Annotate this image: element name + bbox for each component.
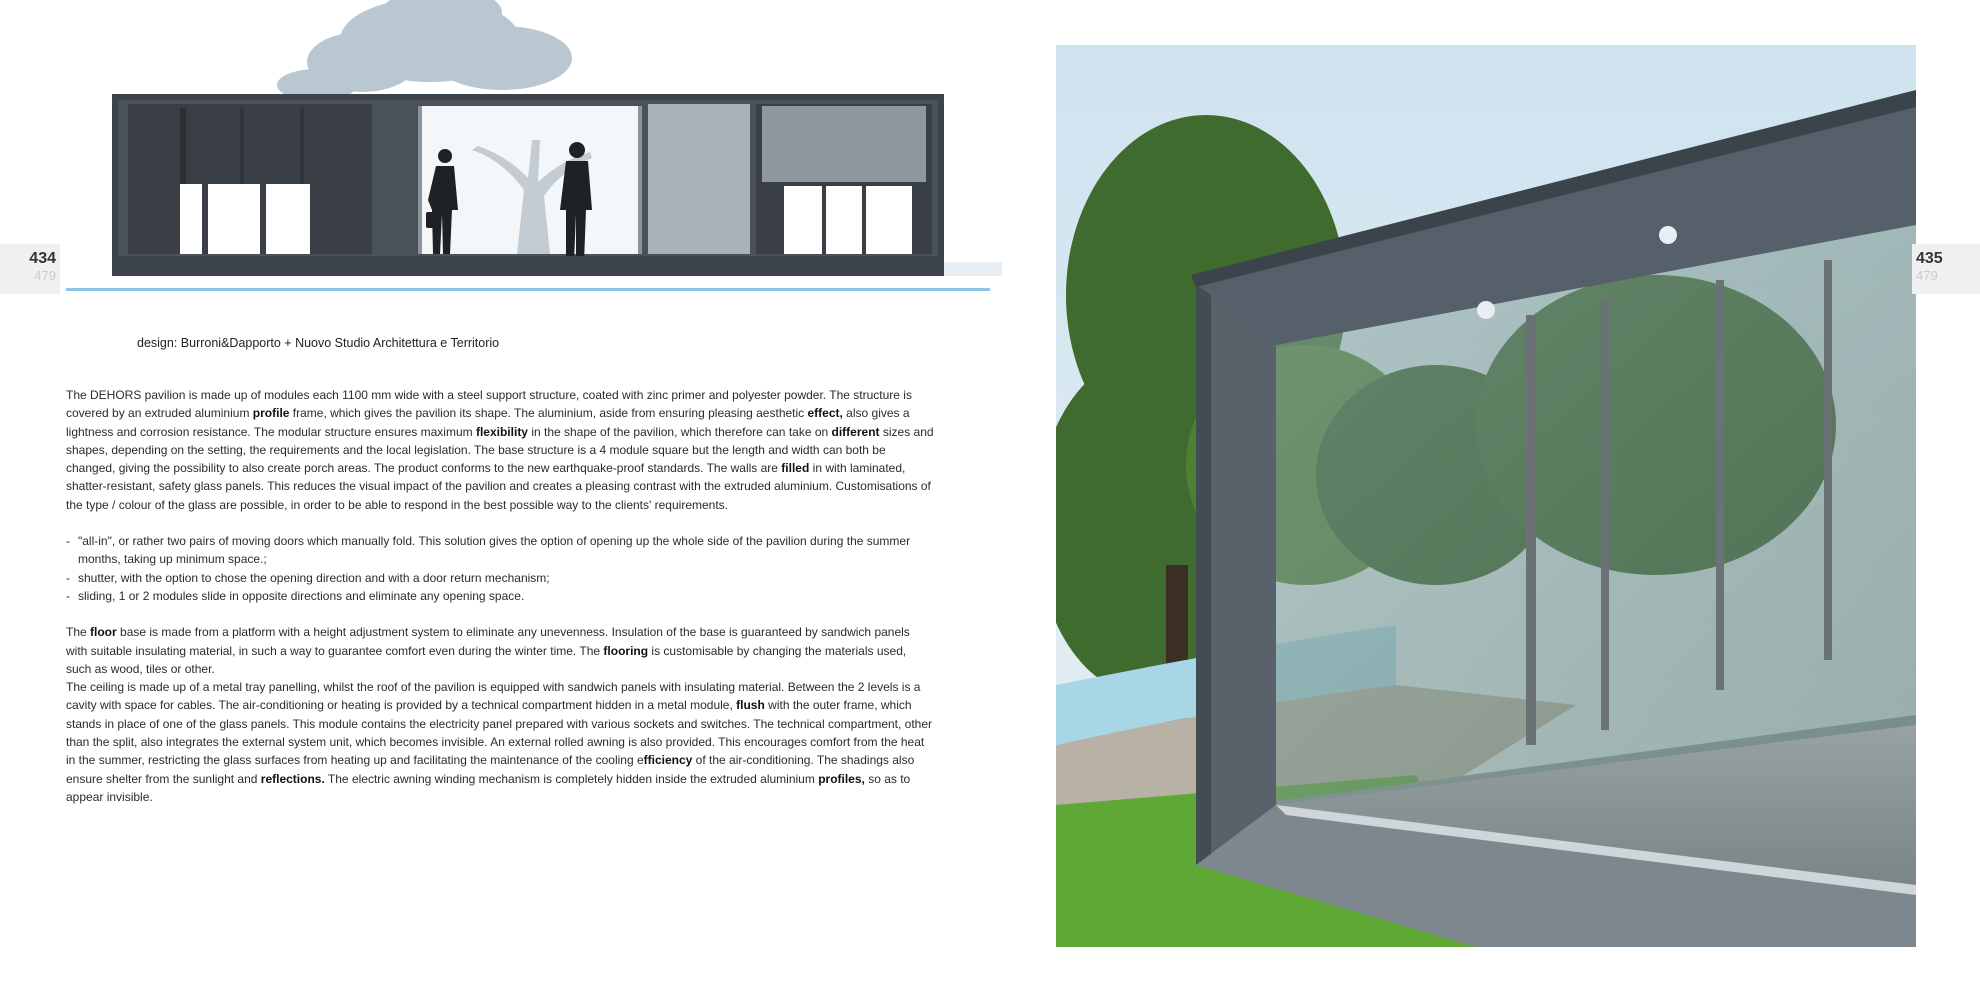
- bold-keyword: profile: [252, 406, 290, 421]
- design-credit: design: Burroni&Dapporto + Nuovo Studio Architettura e Territorio: [137, 336, 500, 350]
- bold-keyword: profiles,: [818, 771, 865, 786]
- bold-keyword: fficiency: [643, 753, 693, 768]
- text-run: in with laminated, shatter-resistant, safety glass panels. This reduces the visual impact of the pavilion and creates a pleasing contrast with the extruded aluminium. Customisations of the type / colour of the glass are possible, in order to be able to respond in the best possible way to the clients' requirements.: [66, 461, 931, 512]
- bold-keyword: effect,: [807, 406, 843, 421]
- text-run: of the air-conditioning. The shadings also ensure shelter from the sunlight and: [66, 753, 915, 786]
- pavilion-elevation-drawing: [62, 0, 1002, 300]
- text-run: The electric awning winding mechanism is completely hidden inside the extruded aluminium: [324, 771, 819, 786]
- text-run: sizes and shapes, depending on the setting, the requirements and the local legislation. The base structure is a 4 module square but the length and width can both be changed, giving the possibility to also create porch areas. The product conforms to the new earthquake-proof standards. The walls are: [66, 424, 934, 476]
- right-page: [1000, 0, 1980, 990]
- bold-keyword: different: [831, 424, 880, 439]
- list-item: - sliding, 1 or 2 modules slide in opposite directions and eliminate any opening space.: [66, 587, 934, 605]
- page-total: 479: [1916, 268, 1938, 283]
- bold-keyword: floor: [90, 625, 117, 640]
- article-body: [66, 386, 934, 824]
- bold-keyword: flush: [736, 698, 765, 713]
- text-run: in the shape of the pavilion, which therefore can take on: [527, 424, 832, 439]
- text-run: is customisable by changing the materials used, such as wood, tiles or other.: [66, 643, 907, 676]
- text-run: The ceiling is made up of a metal tray panelling, whilst the roof of the pavilion is equipped with sandwich panels with insulating material. Between the 2 levels is a cavity with space for cables. The air-conditioning or heating is provided by a technical compartment hidden in a metal module,: [66, 680, 921, 713]
- bold-keyword: flexibility: [475, 424, 528, 439]
- page-number: 434: [29, 250, 56, 267]
- page-number-right: [1912, 244, 1980, 294]
- paragraph-structure: [66, 386, 934, 514]
- bold-keyword: filled: [781, 461, 810, 476]
- text-run: The DEHORS pavilion is made up of modules each 1100 mm wide with a steel support structure, coated with zinc primer and polyester powder. The structure is covered by an extruded aluminium: [66, 388, 912, 421]
- text-run: so as to appear invisible.: [66, 771, 911, 804]
- text-run: also gives a lightness and corrosion resistance. The modular structure ensures maximum: [66, 406, 910, 439]
- bold-keyword: flooring: [603, 643, 649, 658]
- text-run: base is made from a platform with a height adjustment system to eliminate any unevenness. Insulation of the base is guaranteed by sandwich panels with suitable insulating material, in such a way to guarantee comfort even during the winter time. The: [66, 625, 910, 658]
- pavilion-photo: [1056, 45, 1916, 947]
- accent-rule: [66, 288, 990, 291]
- text-run: frame, which gives the pavilion its shape. The aluminium, aside from ensuring pleasing aesthetic: [289, 406, 808, 421]
- bold-keyword: reflections.: [260, 771, 325, 786]
- paragraph-ceiling: [66, 678, 934, 806]
- page-number-left: [0, 244, 60, 294]
- text-run: with the outer frame, which stands in place of one of the glass panels. This module contains the electricity panel prepared with various sockets and switches. The technical compartment, other than the split, also integrates the external system unit, which becomes invisible. An external rolled awning is also provided. This encourages comfort from the heat in the summer, restricting the glass surfaces from heating up and facilitating the maintenance of the cooling e: [66, 698, 933, 768]
- door-options-list: [66, 532, 934, 605]
- tree-illustration: [277, 0, 572, 101]
- list-item: - "all-in", or rather two pairs of moving doors which manually fold. This solution gives the option of opening up the whole side of the pavilion during the summer months, taking up minimum space.;: [66, 532, 934, 569]
- page-number: 435: [1916, 250, 1943, 267]
- list-item: - shutter, with the option to chose the opening direction and with a door return mechanism;: [66, 569, 934, 587]
- text-run: The: [66, 625, 91, 640]
- page-total: 479: [34, 268, 56, 283]
- paragraph-floor: [66, 623, 934, 678]
